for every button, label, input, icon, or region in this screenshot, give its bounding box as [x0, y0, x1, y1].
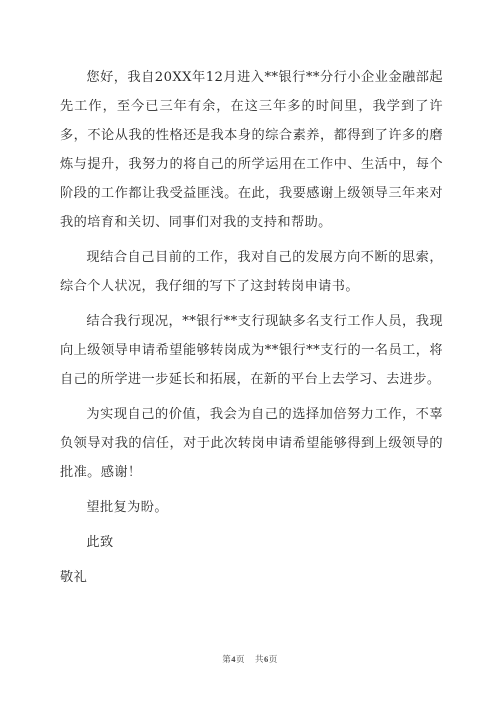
total-unit: 页 — [268, 655, 278, 665]
paragraph-salutation: 此致 — [86, 535, 114, 550]
total-prefix: 共 — [255, 655, 265, 665]
page-current-number: 4 — [231, 654, 236, 664]
page-footer — [0, 653, 500, 665]
paragraph-request: 结合我行现况，**银行**支行现缺多名支行工作人员，我现向上级领导申请希望能够转岗成为**银行**支行的一名员工，将自己的所学进一步延长和拓展，在新的平台上去学习、去进步。 — [60, 314, 443, 387]
paragraph-await-reply: 望批复为盼。 — [86, 500, 168, 515]
paragraph-commitment: 为实现自己的价值，我会为自己的选择加倍努力工作，不辜负领导对我的信任，对于此次转岗申请希望能够得到上级领导的批准。感谢！ — [60, 407, 443, 480]
page-total-number: 6 — [264, 654, 269, 664]
paragraph-reason: 现结合自己目前的工作，我对自己的发展方向不断的思索，综合个人状况，我仔细的写下了这封转岗申请书。 — [60, 250, 443, 294]
paragraph-intro: 您好，我自20XX年12月进入**银行**分行小企业金融部起先工作，至今已三年有余，在这三年多的时间里，我学到了许多，不论从我的性格还是我本身的综合素养，都得到了许多的磨炼与提升，我努力的将自己的所学运用在工作中、生活中，每个阶段的工作都让我受益匪浅。在此，我要感谢上级领导三年来对我的培育和关切、同事们对我的支持和帮助。 — [60, 70, 443, 230]
closing-regards: 敬礼 — [60, 570, 88, 585]
page-prefix: 第 — [222, 655, 232, 665]
page-unit: 页 — [235, 655, 245, 665]
letter-body — [60, 63, 443, 592]
